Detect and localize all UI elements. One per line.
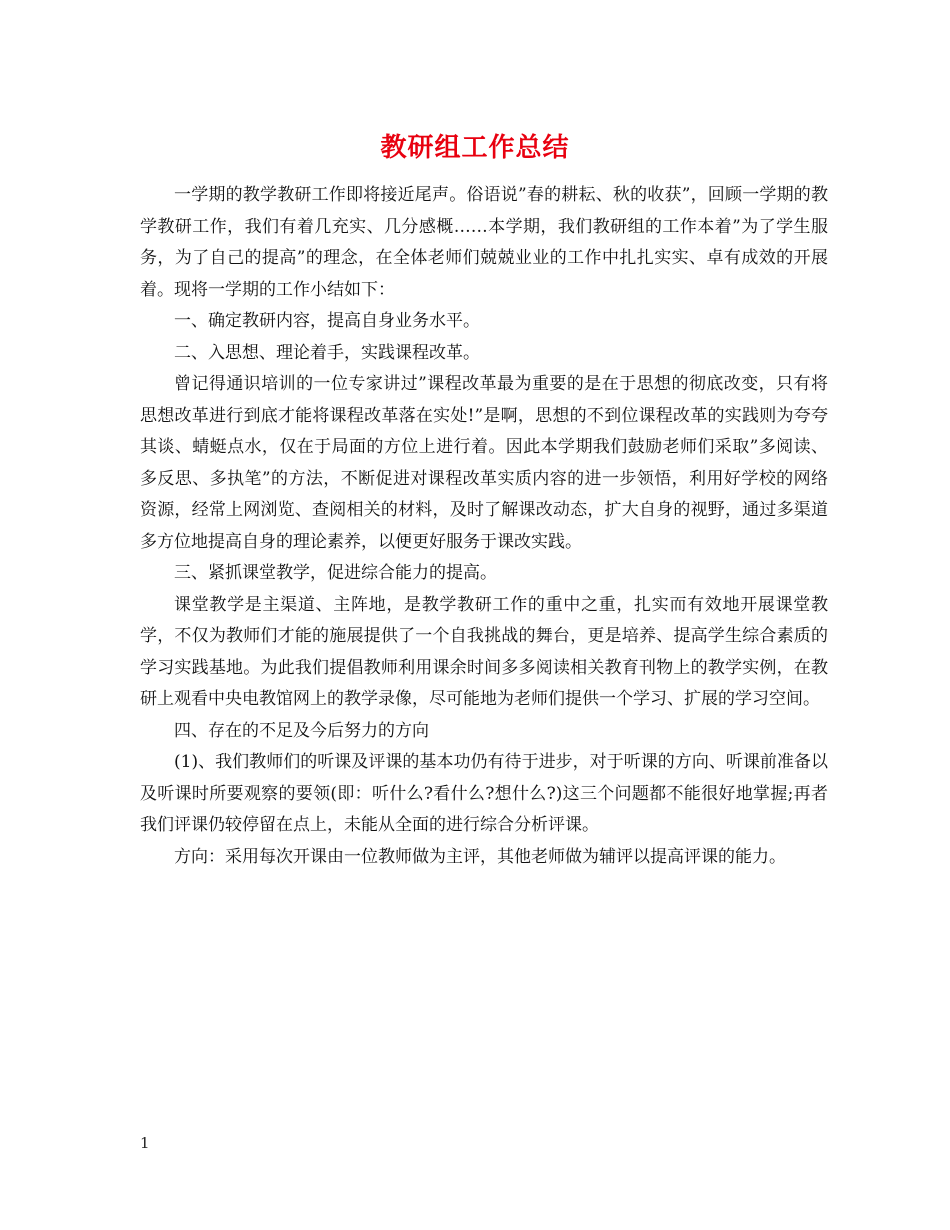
paragraph-direction: 方向：采用每次开课由一位教师做为主评，其他老师做为辅评以提高评课的能力。 <box>174 846 786 867</box>
document-body <box>140 180 828 873</box>
paragraph-intro: 一学期的教学教研工作即将接近尾声。俗语说”春的耕耘、秋的收获”，回顾一学期的教学教研工作，我们有着几充实、几分感概……本学期，我们教研组的工作本着”为了学生服务，为了自己的提高”的理念，在全体老师们兢兢业业的工作中扎扎实实、卓有成效的开展着。现将一学期的工作小结如下： <box>140 185 828 300</box>
section-heading-1: 一、确定教研内容，提高自身业务水平。 <box>174 311 480 331</box>
document-title: 教研组工作总结 <box>380 133 570 163</box>
paragraph-shortcomings: (1)、我们教师们的听课及评课的基本功仍有待于进步，对于听课的方向、听课前准备以及听课时所要观察的要领(即：听什么?看什么?想什么?)这三个问题都不能很好地掌握;再者我们评课仍较停留在点上，未能从全面的进行综合分析评课。 <box>140 752 828 835</box>
paragraph-classroom-teaching: 课堂教学是主渠道、主阵地，是教学教研工作的重中之重，扎实而有效地开展课堂教学，不仅为教师们才能的施展提供了一个自我挑战的舞台，更是培养、提高学生综合素质的学习实践基地。为此我们提倡教师利用课余时间多多阅读相关教育刊物上的教学实例，在教研上观看中央电教馆网上的教学录像，尽可能地为老师们提供一个学习、扩展的学习空间。 <box>140 594 828 709</box>
paragraph-curriculum-reform: 曾记得通识培训的一位专家讲过”课程改革最为重要的是在于思想的彻底改变，只有将思想改革进行到底才能将课程改革落在实处!”是啊，思想的不到位课程改革的实践则为夸夸其谈、蜻蜓点水，仅在于局面的方位上进行着。因此本学期我们鼓励老师们采取”多阅读、多反思、多执笔”的方法，不断促进对课程改革实质内容的进一步领悟，利用好学校的网络资源，经常上网浏览、查阅相关的材料，及时了解课改动态，扩大自身的视野，通过多渠道多方位地提高自身的理论素养，以便更好服务于课改实践。 <box>140 374 828 552</box>
section-heading-2: 二、入思想、理论着手，实践课程改革。 <box>174 342 480 363</box>
page-number: 1 <box>140 1134 150 1152</box>
section-heading-4: 四、存在的不足及今后努力的方向 <box>174 720 429 741</box>
section-heading-3: 三、紧抓课堂教学，促进综合能力的提高。 <box>174 563 497 583</box>
